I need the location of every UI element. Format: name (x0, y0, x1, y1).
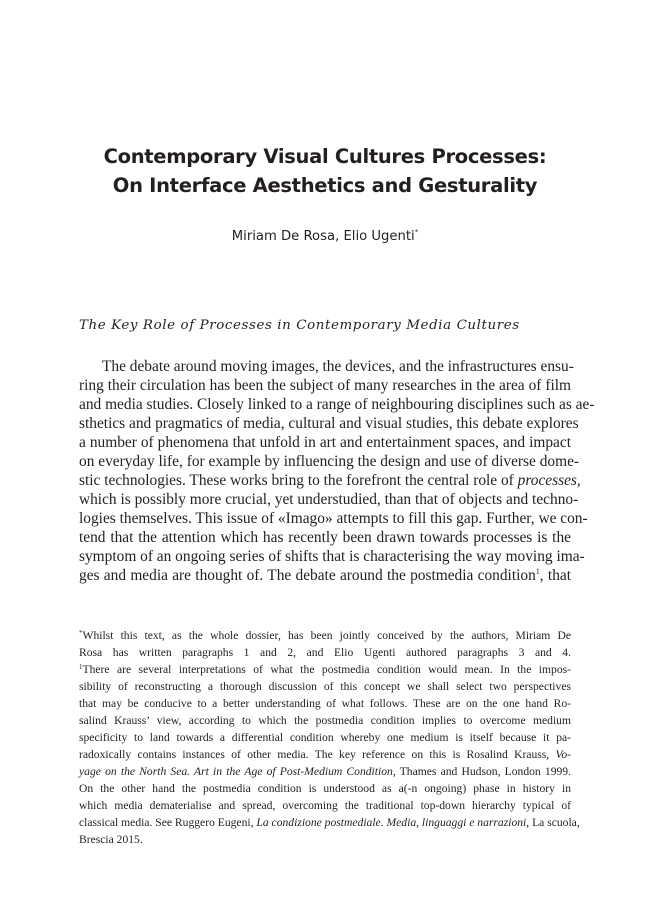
citation-title: La condizione postmediale. Media, linguaggi e narrazioni (256, 816, 527, 829)
citation-title: yage on the North Sea. Art in the Age of Post-Medium Condition (79, 765, 393, 778)
body-text: ges and media are thought of. The debate around the postmedia condition (79, 567, 536, 584)
paper-title-line-2: On Interface Aesthetics and Gesturality (112, 174, 538, 197)
footnote-marker: 1 (79, 663, 83, 671)
footnote-line (79, 814, 580, 831)
body-line: sthetics and pragmatics of media, cultural and visual studies, this debate explores (79, 415, 579, 432)
paper-title-line-1: Contemporary Visual Cultures Processes: (103, 145, 547, 168)
body-line: symptom of an ongoing series of shifts that is characterising the way moving ima- (79, 548, 585, 565)
footnote-text: Whilst this text, as the whole dossier, has been jointly conceived by the authors, Miriam De (82, 629, 571, 642)
footnote-line (79, 746, 571, 763)
body-line: and media studies. Closely linked to a range of neighbouring disciplines such as ae- (79, 396, 595, 413)
author-line (0, 229, 650, 244)
citation-title: Vo- (555, 748, 571, 761)
body-line: on everyday life, for example by influencing the design and use of diverse dome- (79, 453, 580, 470)
author-names: Miriam De Rosa, Elio Ugenti (231, 229, 415, 244)
body-text: , (576, 472, 581, 489)
body-line: The debate around moving images, the devices, and the infrastructures ensu- (102, 358, 574, 375)
emphasis-processes: processes (517, 472, 577, 489)
footnote-line: that may be conducive to a better understanding of what follows. These are on the one hand Ro- (79, 697, 571, 710)
body-line (79, 566, 571, 585)
footnote-text: classical media. See Ruggero Eugeni, (79, 816, 257, 829)
footnote-text: radoxically contains instances of other media. The key reference on this is Rosalind Krauss, (79, 748, 556, 761)
footnote-line: On the other hand the postmedia condition is understood as a(-n ongoing) phase in history in (79, 782, 571, 795)
footnote-line: sibility of reconstructing a thorough discussion of this concept we shall select two perspectives (79, 680, 571, 693)
footnote-line: specificity to land towards a differential condition whereby one medium is itself because it pa- (79, 731, 571, 744)
body-line: which is possibly more crucial, yet understudied, than that of objects and techno- (79, 491, 579, 508)
footnote-text: , Thames and Hudson, London 1999. (392, 765, 571, 778)
footnote-line: Brescia 2015. (79, 833, 143, 846)
footnote-line: salind Krauss’ view, according to which the postmedia condition implies to overcome medium (79, 714, 571, 727)
body-line: a number of phenomena that unfold in art and entertainment spaces, and impact (79, 434, 571, 451)
footnote-line: Rosa has written paragraphs 1 and 2, and Elio Ugenti authored paragraphs 3 and 4. (79, 646, 571, 659)
footnote-text: There are several interpretations of what the postmedia condition would mean. In the impos- (82, 663, 571, 676)
body-text: , that (539, 567, 571, 584)
body-line: ring their circulation has been the subject of many researches in the area of film (79, 377, 571, 394)
footnote-text: , La scuola, (526, 816, 580, 829)
footnote-line: which media dematerialise and spread, overcoming the traditional top-down hierarchy typical of (79, 799, 571, 812)
footnote-line (79, 763, 571, 780)
body-line (79, 471, 581, 490)
footnote-reference[interactable]: 1 (535, 567, 540, 576)
footnote-line (79, 661, 571, 678)
footnote-line (79, 627, 571, 644)
body-text: stic technologies. These works bring to the forefront the central role of (79, 472, 518, 489)
footnote-marker: * (79, 629, 83, 637)
body-line: logies themselves. This issue of «Imago» attempts to fill this gap. Further, we con- (79, 510, 588, 527)
author-footnote-marker: * (414, 228, 419, 236)
body-line: tend that the attention which has recently been drawn towards processes is the (79, 529, 571, 546)
section-heading: The Key Role of Processes in Contemporary Media Cultures (79, 318, 520, 333)
